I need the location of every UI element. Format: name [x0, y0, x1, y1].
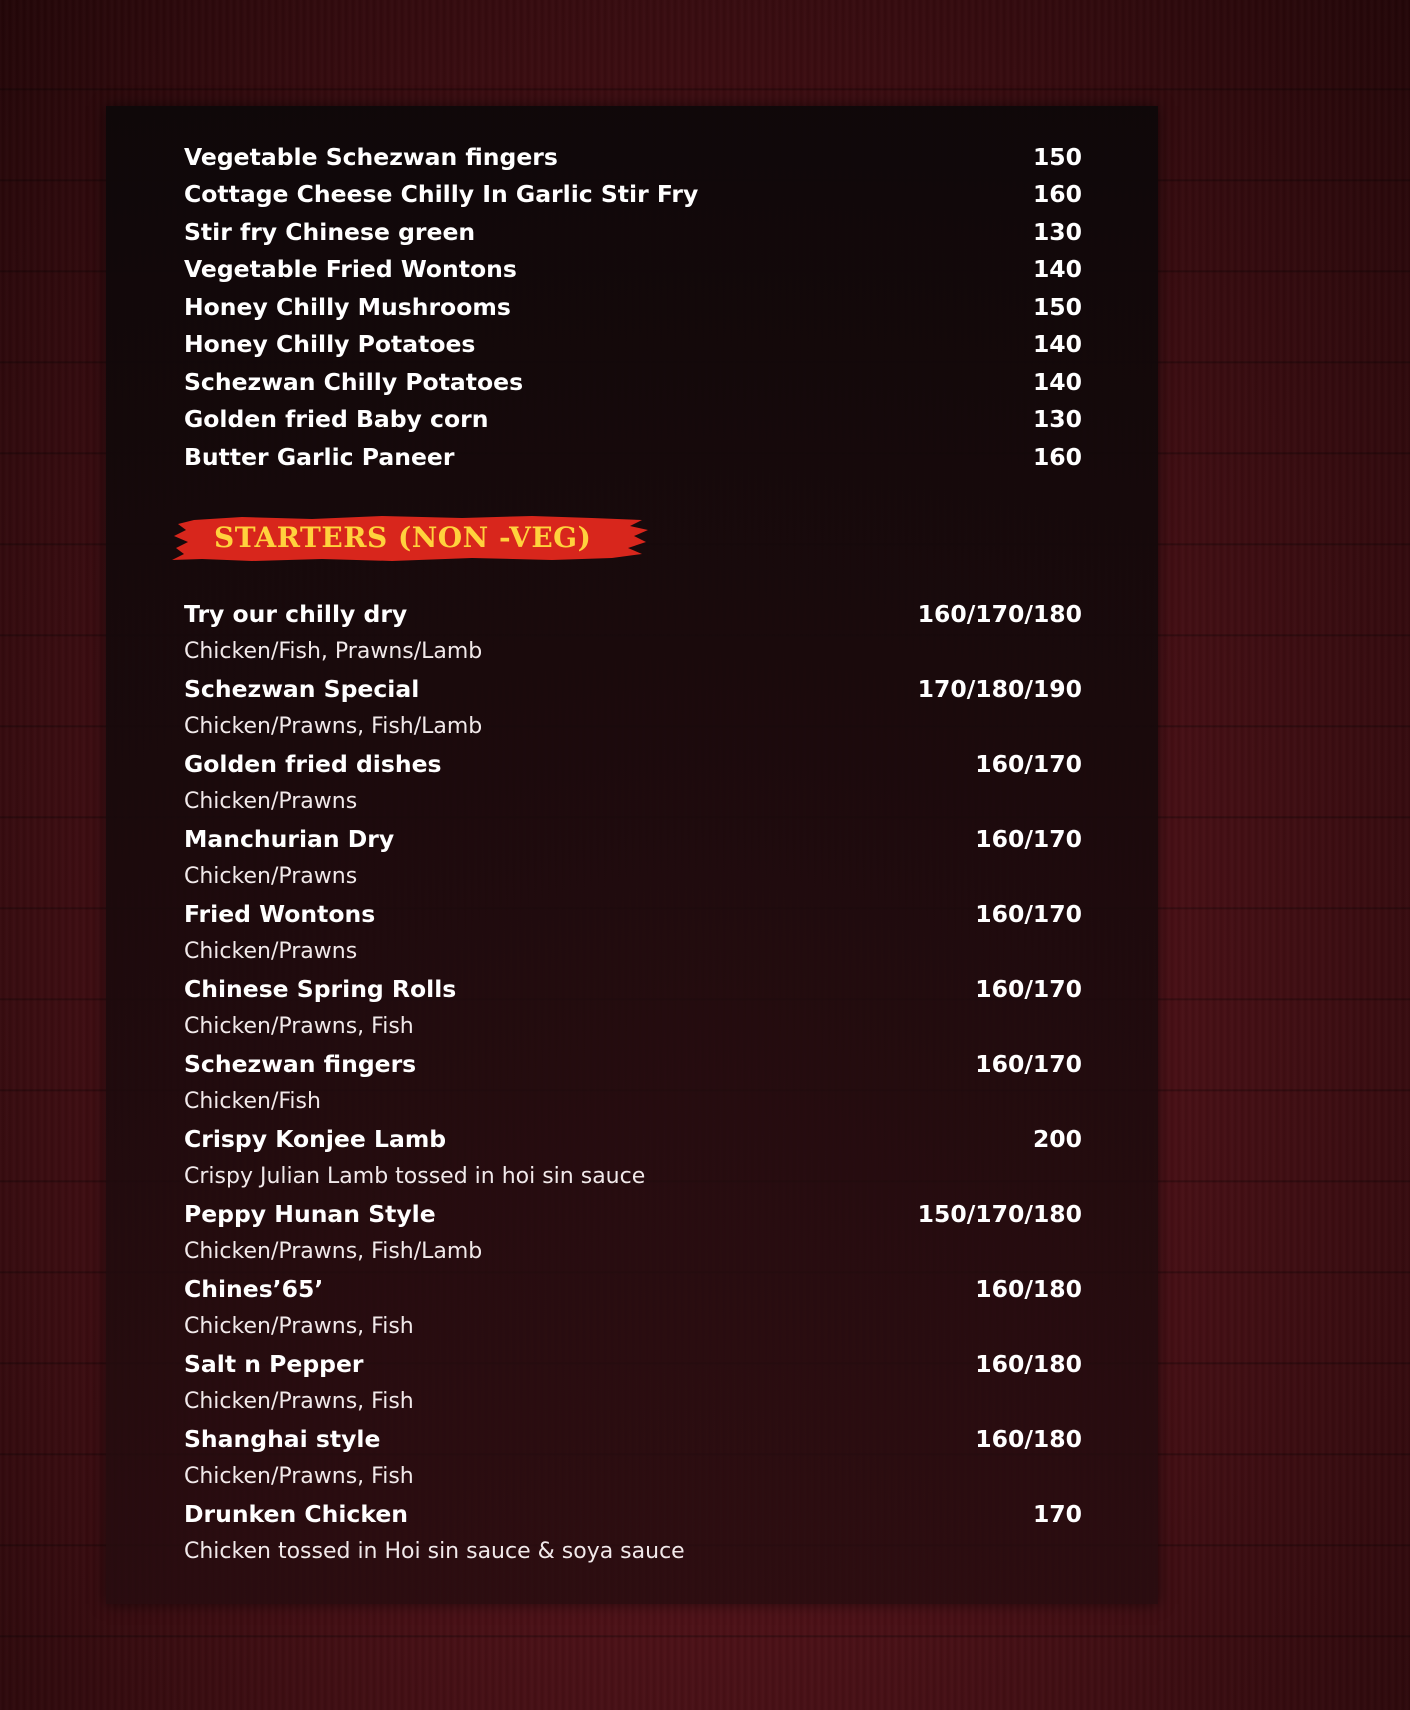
- item-price: 150/170/180: [917, 1199, 1082, 1228]
- item-description: Chicken/Prawns: [184, 938, 358, 964]
- item-price: 160/180: [975, 1349, 1082, 1378]
- item-description: Chicken/Fish: [184, 1088, 321, 1114]
- item-name: Schezwan Special: [184, 674, 420, 703]
- item-price: 160/170: [975, 749, 1082, 778]
- item-price: 160/170: [975, 824, 1082, 853]
- item-price: 140: [1032, 255, 1082, 283]
- item-price: 160/180: [975, 1424, 1082, 1453]
- item-price: 170: [1032, 1499, 1082, 1528]
- item-name: Stir fry Chinese green: [184, 217, 476, 246]
- item-description: Chicken/Prawns, Fish: [184, 1013, 414, 1039]
- menu-item: [184, 745, 1084, 782]
- menu-item: [184, 288, 1084, 325]
- item-price: 150: [1032, 292, 1082, 321]
- item-name: Vegetable Fried Wontons: [184, 255, 517, 283]
- item-name: Vegetable Schezwan fingers: [184, 142, 558, 171]
- item-description: Crispy Julian Lamb tossed in hoi sin sauce: [184, 1163, 646, 1189]
- item-price: 160: [1032, 180, 1082, 208]
- item-price: 160/170: [975, 974, 1082, 1003]
- item-name: Golden fried dishes: [184, 749, 442, 778]
- item-description: Chicken/Fish, Prawns/Lamb: [184, 638, 483, 664]
- item-name: Honey Chilly Potatoes: [184, 330, 476, 358]
- menu-item: [184, 670, 1084, 707]
- item-description: Chicken tossed in Hoi sin sauce & soya sauce: [184, 1538, 685, 1564]
- menu-item: [184, 820, 1084, 857]
- menu-item: [184, 1195, 1084, 1232]
- menu-item: [184, 363, 1084, 400]
- item-price: 160/170: [975, 899, 1082, 928]
- item-name: Schezwan fingers: [184, 1049, 417, 1078]
- item-name: Peppy Hunan Style: [184, 1199, 436, 1228]
- item-description: Chicken/Prawns, Fish: [184, 1463, 414, 1489]
- item-name: Honey Chilly Mushrooms: [184, 292, 511, 321]
- item-name: Golden fried Baby corn: [184, 405, 489, 433]
- item-price: 160/170: [975, 1049, 1082, 1078]
- menu-item: [184, 1270, 1084, 1307]
- item-description: Chicken/Prawns, Fish: [184, 1388, 414, 1414]
- item-description: Chicken/Prawns, Fish/Lamb: [184, 1238, 483, 1264]
- section-title: STARTERS (NON -VEG): [214, 521, 592, 554]
- item-name: Try our chilly dry: [184, 599, 408, 628]
- item-name: Salt n Pepper: [184, 1349, 364, 1378]
- menu-item: [184, 438, 1084, 475]
- menu-item: [184, 1345, 1084, 1382]
- item-description: Chicken/Prawns, Fish: [184, 1313, 414, 1339]
- menu-item: [184, 401, 1084, 438]
- item-name: Cottage Cheese Chilly In Garlic Stir Fry: [184, 180, 699, 208]
- menu-item: [184, 1120, 1084, 1157]
- item-price: 160/170/180: [917, 599, 1082, 628]
- menu-item: [184, 895, 1084, 932]
- item-name: Fried Wontons: [184, 899, 376, 928]
- item-price: 200: [1032, 1124, 1082, 1153]
- item-name: Chines’65’: [184, 1274, 324, 1303]
- menu-item: [184, 138, 1084, 175]
- menu-item: [184, 251, 1084, 288]
- menu-item: [184, 326, 1084, 363]
- item-price: 170/180/190: [917, 674, 1082, 703]
- item-name: Crispy Konjee Lamb: [184, 1124, 447, 1153]
- item-name: Shanghai style: [184, 1424, 381, 1453]
- item-price: 130: [1032, 217, 1082, 246]
- item-description: Chicken/Prawns: [184, 863, 358, 889]
- item-name: Drunken Chicken: [184, 1499, 409, 1528]
- item-name: Schezwan Chilly Potatoes: [184, 367, 524, 396]
- menu-item: [184, 176, 1084, 213]
- menu-item: [184, 1420, 1084, 1457]
- item-description: Chicken/Prawns, Fish/Lamb: [184, 713, 483, 739]
- menu-item: [184, 595, 1084, 632]
- menu-item: [184, 1495, 1084, 1532]
- item-price: 130: [1032, 405, 1082, 433]
- item-price: 140: [1032, 330, 1082, 358]
- item-description: Chicken/Prawns: [184, 788, 358, 814]
- item-price: 160: [1032, 442, 1082, 471]
- item-name: Chinese Spring Rolls: [184, 974, 457, 1003]
- menu-item: [184, 213, 1084, 250]
- item-price: 150: [1032, 142, 1082, 171]
- item-name: Manchurian Dry: [184, 824, 395, 853]
- menu-item: [184, 970, 1084, 1007]
- item-price: 140: [1032, 367, 1082, 396]
- item-name: Butter Garlic Paneer: [184, 442, 455, 471]
- menu-item: [184, 1045, 1084, 1082]
- item-price: 160/180: [975, 1274, 1082, 1303]
